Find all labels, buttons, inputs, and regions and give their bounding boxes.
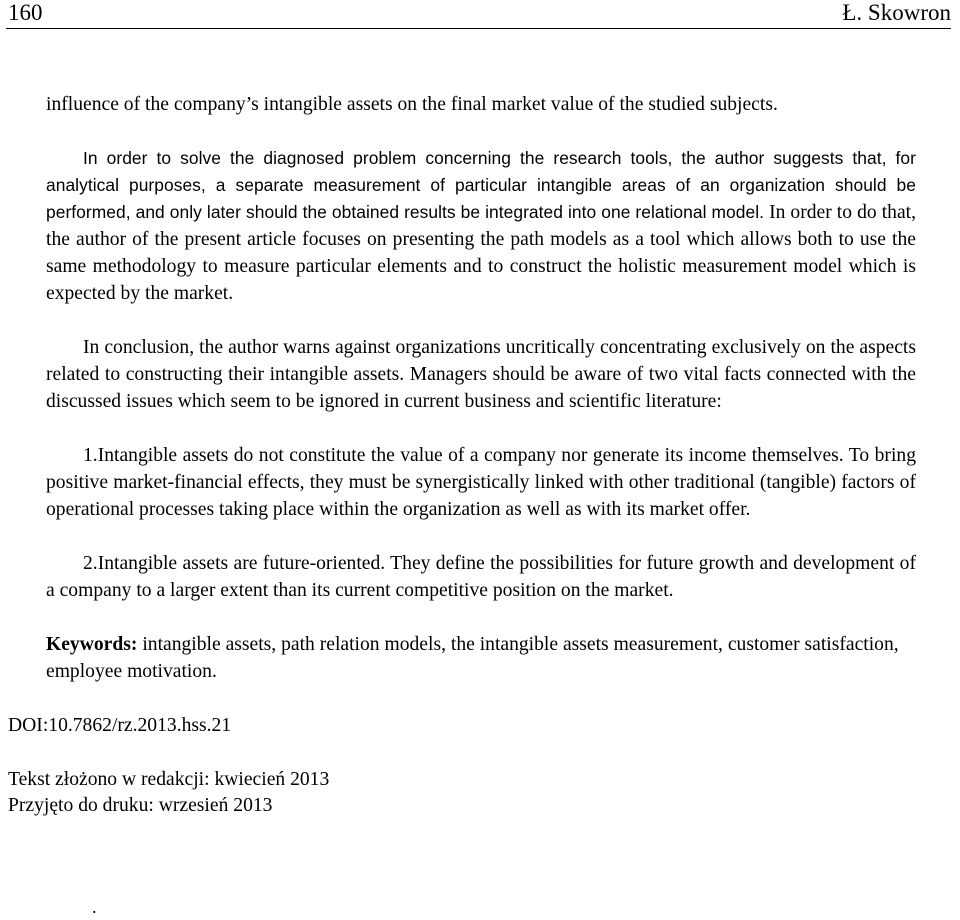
abstract-point-2: 2.Intangible assets are future-oriented. They define the possibilities for future growth and development of a company to a larger extent than its current competitive position on the market. (46, 553, 916, 601)
running-head-author: Ł. Skowron (842, 0, 951, 25)
keywords-line (46, 631, 916, 685)
submission-date: Tekst złożono w redakcji: kwiecień 2013 (8, 769, 330, 790)
abstract-method-sans-text: In order to solve the diagnosed problem concerning the research tools, the author suggests that, for analytical purposes, a separate measurement of particular intangible areas of an organization should be performed, and only later should the obtained results be integrated into one relational model. (46, 148, 916, 222)
abstract-method-continued-text: In order to do that, the author of the present article focuses on presenting the path models as a tool which allows both to use the same methodology to measure particular elements and to construct the holistic measurement model which is expected by the market. (46, 202, 916, 304)
abstract-paragraph-intro: influence of the company’s intangible assets on the final market value of the studied subjects. (46, 94, 778, 115)
acceptance-date: Przyjęto do druku: wrzesień 2013 (8, 795, 273, 816)
abstract-point-1: 1.Intangible assets do not constitute the value of a company nor generate its income themselves. To bring positive market-financial effects, they must be synergistically linked with other traditional (tangible) factors of operational processes taking place within the organization as well as with its market offer. (46, 445, 916, 520)
page-header (6, 0, 951, 29)
footer-dot: . (92, 897, 97, 917)
keywords-label: Keywords: (46, 634, 138, 655)
doi: DOI:10.7862/rz.2013.hss.21 (8, 715, 232, 736)
page-number: 160 (8, 0, 43, 25)
abstract-paragraph-conclusion: In conclusion, the author warns against organizations uncritically concentrating exclusively on the aspects related to constructing their intangible assets. Managers should be aware of two vital facts connected with the discussed issues which seem to be ignored in current business and scientific literature: (46, 337, 916, 412)
abstract-paragraph-method (46, 145, 916, 307)
keywords-text: intangible assets, path relation models, the intangible assets measurement, customer satisfaction, employee motivation. (46, 634, 899, 682)
